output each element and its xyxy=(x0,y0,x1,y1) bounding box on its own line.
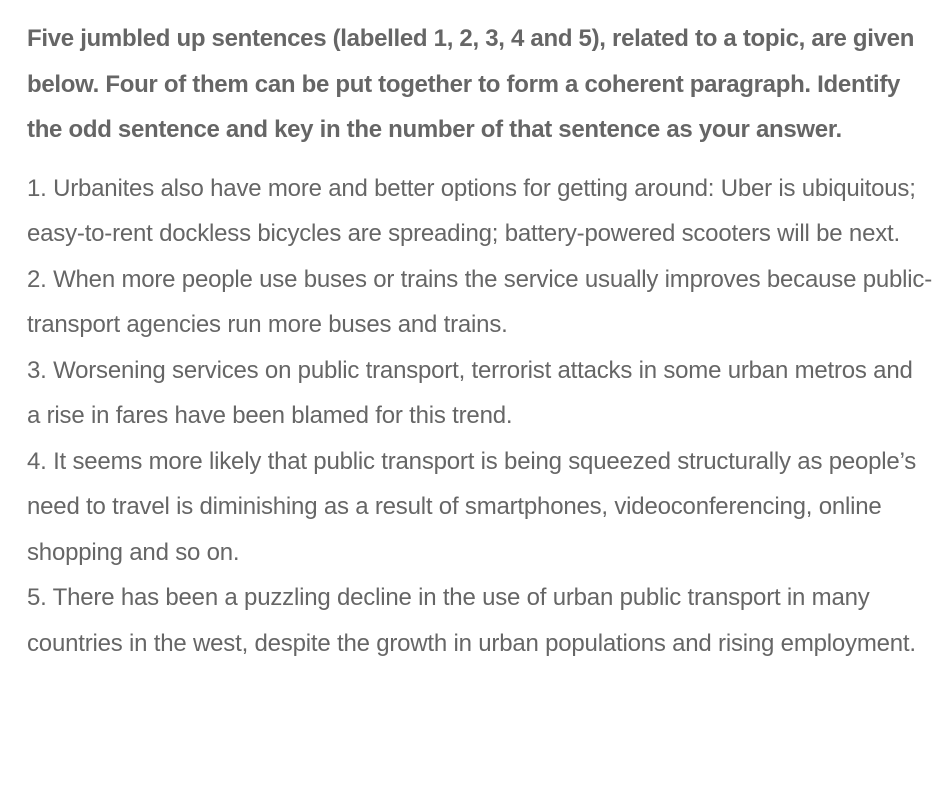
sentence-4: 4. It seems more likely that public transport is being squeezed structurally as people’s need to travel is diminishing as a result of smartphones, videoconferencing, online shopping and so on. xyxy=(27,447,917,566)
sentence-list xyxy=(27,166,932,667)
sentence-3: 3. Worsening services on public transport, terrorist attacks in some urban metros and a rise in fares have been blamed for this trend. xyxy=(27,356,913,429)
sentence-2: 2. When more people use buses or trains the service usually improves because public-transport agencies run more buses and trains. xyxy=(27,265,932,338)
question-instructions: Five jumbled up sentences (labelled 1, 2, 3, 4 and 5), related to a topic, are given below. Four of them can be put together to form a coherent paragraph. Identify the odd sentence and key in the number of that sentence as your answer. xyxy=(27,25,915,143)
sentence-5: 5. There has been a puzzling decline in the use of urban public transport in many countries in the west, despite the growth in urban populations and rising employment. xyxy=(27,584,916,657)
sentence-1: 1. Urbanites also have more and better options for getting around: Uber is ubiquitous; easy-to-rent dockless bicycles are spreading; battery-powered scooters will be next. xyxy=(27,174,916,247)
